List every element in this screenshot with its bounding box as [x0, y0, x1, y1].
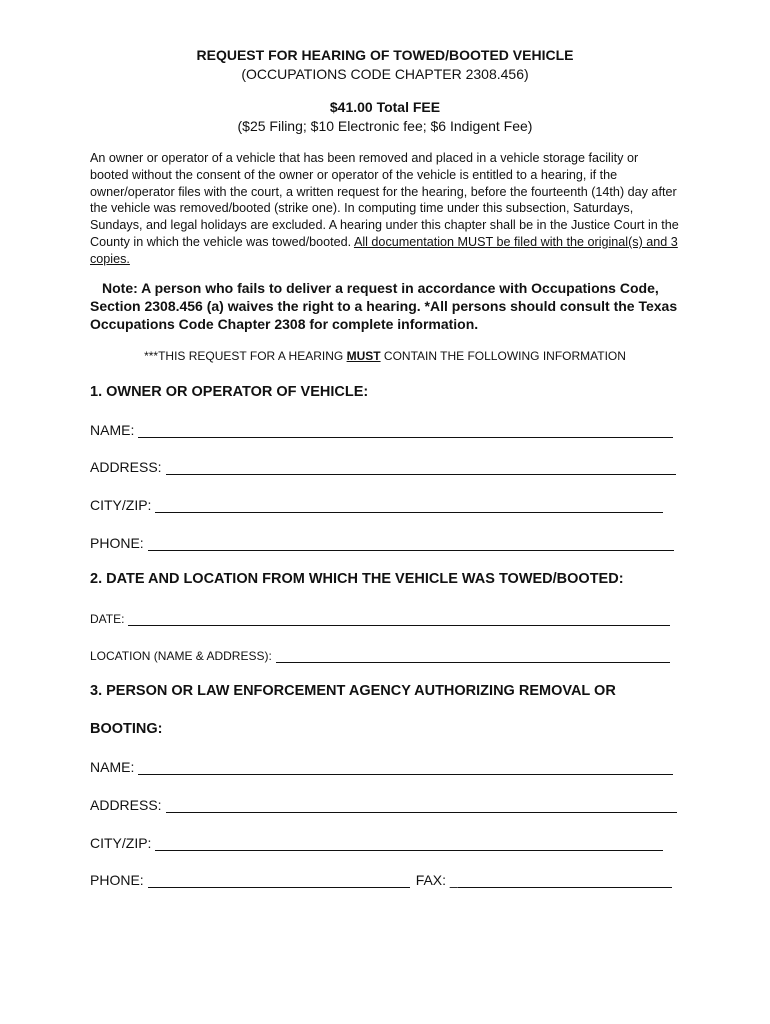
owner-cityzip-field [90, 497, 663, 513]
agency-phone-field [90, 872, 672, 888]
tow-location-field [90, 648, 670, 663]
owner-address-label: ADDRESS: [90, 459, 162, 475]
requirement-prefix: ***THIS REQUEST FOR A HEARING [144, 349, 347, 363]
owner-name-input[interactable] [138, 423, 673, 438]
section1-heading: 1. OWNER OR OPERATOR OF VEHICLE: [90, 384, 369, 400]
fee-breakdown: ($25 Filing; $10 Electronic fee; $6 Indigent Fee) [237, 118, 533, 134]
agency-cityzip-label: CITY/ZIP: [90, 835, 152, 851]
agency-address-label: ADDRESS: [90, 797, 162, 813]
agency-phone-label: PHONE: [90, 872, 144, 888]
requirement-suffix: CONTAIN THE FOLLOWING INFORMATION [380, 349, 626, 363]
owner-phone-input[interactable] [148, 536, 674, 551]
intro-paragraph [90, 150, 680, 268]
agency-cityzip-input[interactable] [155, 836, 663, 851]
owner-address-field [90, 459, 676, 475]
tow-date-input[interactable] [128, 611, 670, 626]
requirement-line [0, 349, 770, 363]
agency-cityzip-field [90, 835, 663, 851]
note-paragraph [90, 279, 690, 333]
form-subtitle: (OCCUPATIONS CODE CHAPTER 2308.456) [241, 66, 529, 82]
agency-phone-input[interactable] [148, 873, 410, 888]
agency-name-field [90, 759, 673, 775]
owner-name-label: NAME: [90, 422, 135, 438]
owner-name-field [90, 422, 673, 438]
tow-location-label: LOCATION (NAME & ADDRESS): [90, 649, 272, 663]
form-title: REQUEST FOR HEARING OF TOWED/BOOTED VEHICLE [196, 47, 574, 63]
section3-heading-line2: BOOTING: [90, 721, 163, 737]
agency-name-label: NAME: [90, 759, 135, 775]
agency-fax-label: FAX: _ [415, 872, 458, 888]
section3-heading-line1: 3. PERSON OR LAW ENFORCEMENT AGENCY AUTHORIZING REMOVAL OR [90, 683, 616, 699]
tow-date-field [90, 611, 670, 626]
requirement-emphasis: MUST [346, 349, 381, 363]
section2-heading: 2. DATE AND LOCATION FROM WHICH THE VEHICLE WAS TOWED/BOOTED: [90, 571, 624, 587]
note-text: Note: A person who fails to deliver a request in accordance with Occupations Code, Section 2308.456 (a) waives the right to a hearing. *All persons should consult the Texas Occupations Code Chapter 2308 for complete information. [90, 280, 678, 332]
owner-phone-label: PHONE: [90, 535, 144, 551]
agency-address-field [90, 797, 677, 813]
agency-fax-input[interactable] [458, 873, 672, 888]
intro-underlined-text: All documentation MUST be filed with the original(s) and 3 copies. [90, 234, 678, 266]
owner-address-input[interactable] [166, 460, 676, 475]
owner-cityzip-input[interactable] [155, 498, 663, 513]
owner-phone-field [90, 535, 674, 551]
tow-date-label: DATE: [90, 612, 125, 626]
owner-cityzip-label: CITY/ZIP: [90, 497, 152, 513]
intro-text: An owner or operator of a vehicle that has been removed and placed in a vehicle storage facility or booted without the consent of the owner or operator of the vehicle is entitled to a hearing, if the owner/operator files with the court, a written request for the hearing, before the fourteenth (14th) day after the vehicle was removed/booted (strike one). In computing time under this subsection, Saturdays, Sundays, and legal holidays are excluded. A hearing under this chapter shall be in the Justice Court in the County in which the vehicle was towed/booted. [90, 151, 679, 249]
tow-location-input[interactable] [276, 648, 670, 663]
fee-total: $41.00 Total FEE [329, 99, 441, 115]
agency-address-input[interactable] [166, 798, 677, 813]
agency-name-input[interactable] [138, 760, 673, 775]
